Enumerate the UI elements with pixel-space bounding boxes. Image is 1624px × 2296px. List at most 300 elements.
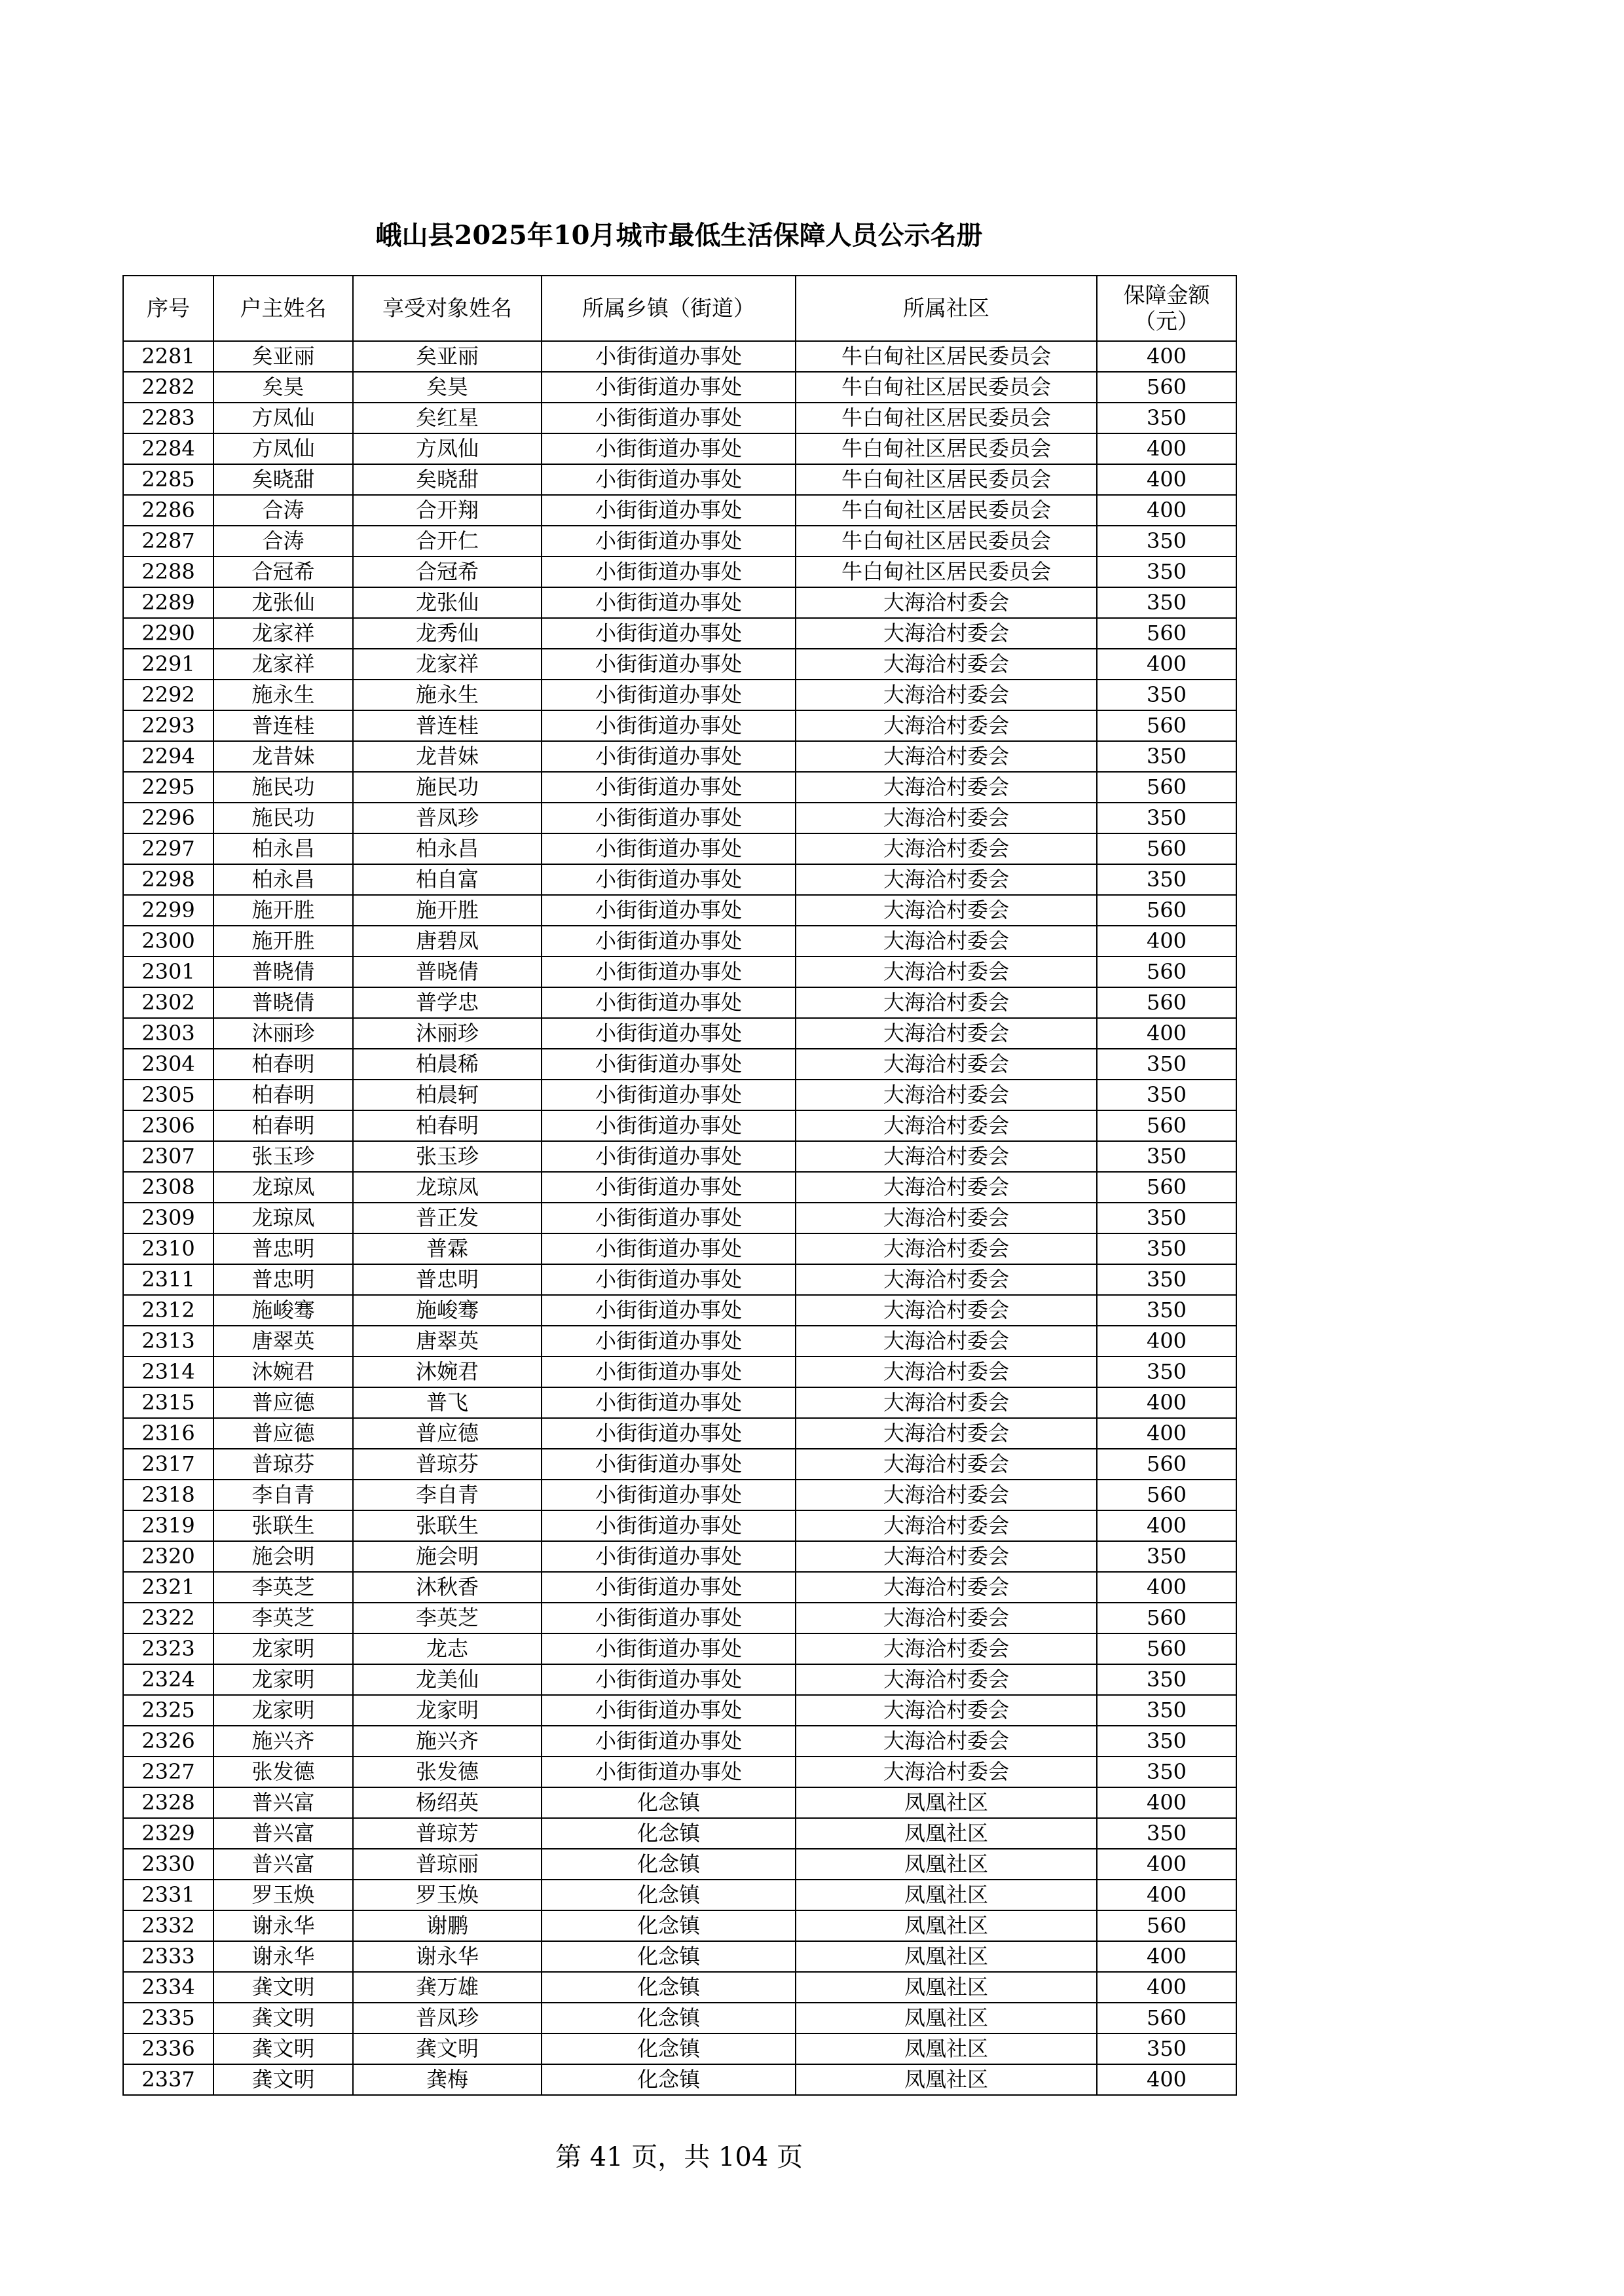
cell-beneficiary: 普正发 (353, 1203, 542, 1233)
cell-beneficiary: 合冠希 (353, 556, 542, 587)
cell-beneficiary: 普琼芳 (353, 1818, 542, 1849)
cell-household-head: 普忠明 (213, 1264, 353, 1295)
cell-beneficiary: 施开胜 (353, 895, 542, 926)
table-row (123, 1357, 1236, 1387)
cell-amount: 400 (1097, 1972, 1236, 2003)
cell-community: 大海洽村委会 (796, 957, 1097, 987)
table-row (123, 680, 1236, 710)
cell-household-head: 矣昊 (213, 372, 353, 403)
cell-community: 凤凰社区 (796, 2064, 1097, 2095)
cell-township: 小街街道办事处 (542, 372, 796, 403)
cell-serial-number: 2285 (123, 464, 213, 495)
cell-township: 化念镇 (542, 2064, 796, 2095)
cell-community: 大海洽村委会 (796, 1264, 1097, 1295)
cell-township: 小街街道办事处 (542, 926, 796, 957)
table-row (123, 1880, 1236, 1910)
cell-community: 大海洽村委会 (796, 1510, 1097, 1541)
cell-community: 凤凰社区 (796, 1972, 1097, 2003)
cell-beneficiary: 谢鹏 (353, 1910, 542, 1941)
cell-household-head: 龙琼凤 (213, 1203, 353, 1233)
cell-household-head: 柏春明 (213, 1110, 353, 1141)
table-row (123, 803, 1236, 833)
table-row (123, 2064, 1236, 2095)
cell-beneficiary: 施峻骞 (353, 1295, 542, 1326)
cell-community: 大海洽村委会 (796, 1480, 1097, 1510)
cell-serial-number: 2290 (123, 618, 213, 649)
cell-beneficiary: 方凤仙 (353, 433, 542, 464)
cell-beneficiary: 龙美仙 (353, 1664, 542, 1695)
cell-township: 小街街道办事处 (542, 803, 796, 833)
cell-amount: 400 (1097, 1849, 1236, 1880)
cell-community: 大海洽村委会 (796, 1203, 1097, 1233)
cell-township: 小街街道办事处 (542, 1264, 796, 1295)
table-row (123, 1080, 1236, 1110)
cell-amount: 560 (1097, 772, 1236, 803)
cell-serial-number: 2304 (123, 1049, 213, 1080)
cell-beneficiary: 合开仁 (353, 526, 542, 556)
cell-beneficiary: 张发德 (353, 1757, 542, 1787)
cell-household-head: 施永生 (213, 680, 353, 710)
cell-amount: 350 (1097, 741, 1236, 772)
cell-amount: 350 (1097, 526, 1236, 556)
cell-household-head: 龚文明 (213, 1972, 353, 2003)
cell-household-head: 施会明 (213, 1541, 353, 1572)
cell-serial-number: 2319 (123, 1510, 213, 1541)
cell-township: 化念镇 (542, 1972, 796, 2003)
cell-household-head: 龙昔妹 (213, 741, 353, 772)
cell-community: 凤凰社区 (796, 1787, 1097, 1818)
cell-household-head: 柏春明 (213, 1080, 353, 1110)
cell-amount: 560 (1097, 618, 1236, 649)
cell-community: 凤凰社区 (796, 1849, 1097, 1880)
cell-community: 凤凰社区 (796, 1910, 1097, 1941)
cell-beneficiary: 沐婉君 (353, 1357, 542, 1387)
cell-beneficiary: 龙家祥 (353, 649, 542, 680)
cell-household-head: 李自青 (213, 1480, 353, 1510)
cell-beneficiary: 普连桂 (353, 710, 542, 741)
cell-serial-number: 2334 (123, 1972, 213, 2003)
cell-township: 小街街道办事处 (542, 1203, 796, 1233)
cell-community: 大海洽村委会 (796, 1049, 1097, 1080)
cell-amount: 350 (1097, 1080, 1236, 1110)
cell-community: 大海洽村委会 (796, 895, 1097, 926)
cell-household-head: 普兴富 (213, 1818, 353, 1849)
table-row (123, 1910, 1236, 1941)
cell-beneficiary: 普晓倩 (353, 957, 542, 987)
table-header-row (123, 276, 1236, 341)
cell-township: 小街街道办事处 (542, 433, 796, 464)
cell-serial-number: 2295 (123, 772, 213, 803)
table-row (123, 1295, 1236, 1326)
cell-community: 凤凰社区 (796, 1941, 1097, 1972)
table-row (123, 403, 1236, 433)
table-row (123, 895, 1236, 926)
table-row (123, 772, 1236, 803)
header-serial-number: 序号 (123, 276, 213, 341)
cell-community: 牛白甸社区居民委员会 (796, 341, 1097, 372)
table-row (123, 495, 1236, 526)
table-row (123, 741, 1236, 772)
cell-beneficiary: 施兴齐 (353, 1726, 542, 1757)
cell-community: 大海洽村委会 (796, 1449, 1097, 1480)
cell-serial-number: 2293 (123, 710, 213, 741)
table-row (123, 2003, 1236, 2033)
cell-beneficiary: 龙志 (353, 1633, 542, 1664)
cell-household-head: 普应德 (213, 1418, 353, 1449)
cell-serial-number: 2296 (123, 803, 213, 833)
cell-township: 小街街道办事处 (542, 1172, 796, 1203)
cell-amount: 350 (1097, 556, 1236, 587)
table-row (123, 433, 1236, 464)
cell-beneficiary: 普凤珍 (353, 803, 542, 833)
cell-amount: 560 (1097, 2003, 1236, 2033)
cell-beneficiary: 龙张仙 (353, 587, 542, 618)
table-row (123, 864, 1236, 895)
cell-township: 化念镇 (542, 1849, 796, 1880)
table-row (123, 526, 1236, 556)
cell-serial-number: 2335 (123, 2003, 213, 2033)
cell-amount: 350 (1097, 403, 1236, 433)
table-body (123, 341, 1236, 2095)
cell-community: 大海洽村委会 (796, 1233, 1097, 1264)
cell-household-head: 施民功 (213, 772, 353, 803)
table-row (123, 1110, 1236, 1141)
cell-serial-number: 2320 (123, 1541, 213, 1572)
cell-household-head: 罗玉焕 (213, 1880, 353, 1910)
cell-serial-number: 2322 (123, 1603, 213, 1633)
cell-community: 牛白甸社区居民委员会 (796, 464, 1097, 495)
cell-household-head: 普晓倩 (213, 957, 353, 987)
cell-township: 小街街道办事处 (542, 495, 796, 526)
table-row (123, 1141, 1236, 1172)
cell-community: 大海洽村委会 (796, 1695, 1097, 1726)
cell-township: 小街街道办事处 (542, 1295, 796, 1326)
cell-township: 小街街道办事处 (542, 556, 796, 587)
cell-beneficiary: 龚万雄 (353, 1972, 542, 2003)
table-row (123, 1941, 1236, 1972)
cell-serial-number: 2328 (123, 1787, 213, 1818)
cell-amount: 350 (1097, 1357, 1236, 1387)
cell-township: 小街街道办事处 (542, 1757, 796, 1787)
cell-township: 小街街道办事处 (542, 1326, 796, 1357)
subsistence-roster-table (122, 275, 1237, 2096)
cell-township: 小街街道办事处 (542, 987, 796, 1018)
cell-community: 大海洽村委会 (796, 1757, 1097, 1787)
table-row (123, 464, 1236, 495)
cell-household-head: 普忠明 (213, 1233, 353, 1264)
table-row (123, 1326, 1236, 1357)
table-row (123, 1203, 1236, 1233)
cell-beneficiary: 施民功 (353, 772, 542, 803)
cell-community: 大海洽村委会 (796, 1018, 1097, 1049)
table-row (123, 1818, 1236, 1849)
cell-household-head: 谢永华 (213, 1910, 353, 1941)
cell-household-head: 方凤仙 (213, 433, 353, 464)
cell-amount: 400 (1097, 1326, 1236, 1357)
cell-community: 大海洽村委会 (796, 710, 1097, 741)
cell-beneficiary: 沐丽珍 (353, 1018, 542, 1049)
cell-community: 大海洽村委会 (796, 1326, 1097, 1357)
cell-community: 大海洽村委会 (796, 649, 1097, 680)
cell-beneficiary: 李自青 (353, 1480, 542, 1510)
cell-beneficiary: 龙昔妹 (353, 741, 542, 772)
cell-household-head: 施开胜 (213, 926, 353, 957)
cell-beneficiary: 矣红星 (353, 403, 542, 433)
cell-township: 化念镇 (542, 1818, 796, 1849)
cell-community: 牛白甸社区居民委员会 (796, 526, 1097, 556)
cell-serial-number: 2302 (123, 987, 213, 1018)
cell-community: 大海洽村委会 (796, 1141, 1097, 1172)
cell-serial-number: 2308 (123, 1172, 213, 1203)
cell-serial-number: 2303 (123, 1018, 213, 1049)
cell-community: 牛白甸社区居民委员会 (796, 403, 1097, 433)
cell-beneficiary: 矣亚丽 (353, 341, 542, 372)
table-row (123, 618, 1236, 649)
cell-amount: 400 (1097, 2064, 1236, 2095)
cell-community: 大海洽村委会 (796, 587, 1097, 618)
cell-serial-number: 2307 (123, 1141, 213, 1172)
cell-amount: 350 (1097, 864, 1236, 895)
header-beneficiary: 享受对象姓名 (353, 276, 542, 341)
cell-township: 小街街道办事处 (542, 1080, 796, 1110)
cell-household-head: 施兴齐 (213, 1726, 353, 1757)
cell-household-head: 沐婉君 (213, 1357, 353, 1387)
cell-beneficiary: 杨绍英 (353, 1787, 542, 1818)
cell-serial-number: 2326 (123, 1726, 213, 1757)
cell-household-head: 普应德 (213, 1387, 353, 1418)
cell-township: 小街街道办事处 (542, 1110, 796, 1141)
cell-serial-number: 2298 (123, 864, 213, 895)
cell-community: 凤凰社区 (796, 1880, 1097, 1910)
cell-community: 大海洽村委会 (796, 1603, 1097, 1633)
cell-beneficiary: 普忠明 (353, 1264, 542, 1295)
cell-beneficiary: 龙琼凤 (353, 1172, 542, 1203)
cell-township: 小街街道办事处 (542, 649, 796, 680)
cell-amount: 350 (1097, 1264, 1236, 1295)
cell-beneficiary: 罗玉焕 (353, 1880, 542, 1910)
cell-township: 化念镇 (542, 1910, 796, 1941)
cell-beneficiary: 普应德 (353, 1418, 542, 1449)
cell-household-head: 张联生 (213, 1510, 353, 1541)
cell-household-head: 张发德 (213, 1757, 353, 1787)
cell-community: 牛白甸社区居民委员会 (796, 556, 1097, 587)
cell-township: 化念镇 (542, 2033, 796, 2064)
cell-township: 小街街道办事处 (542, 1049, 796, 1080)
table-row (123, 1757, 1236, 1787)
cell-household-head: 矣亚丽 (213, 341, 353, 372)
table-row (123, 1480, 1236, 1510)
cell-beneficiary: 施永生 (353, 680, 542, 710)
cell-household-head: 龙家明 (213, 1664, 353, 1695)
cell-household-head: 柏永昌 (213, 864, 353, 895)
cell-household-head: 普晓倩 (213, 987, 353, 1018)
cell-community: 牛白甸社区居民委员会 (796, 495, 1097, 526)
cell-township: 小街街道办事处 (542, 1018, 796, 1049)
cell-beneficiary: 施会明 (353, 1541, 542, 1572)
cell-serial-number: 2310 (123, 1233, 213, 1264)
table-row (123, 2033, 1236, 2064)
header-amount-line1: 保障金额 (1123, 282, 1210, 308)
cell-household-head: 龙张仙 (213, 587, 353, 618)
table-row (123, 1049, 1236, 1080)
cell-community: 凤凰社区 (796, 2033, 1097, 2064)
cell-beneficiary: 矣晓甜 (353, 464, 542, 495)
cell-amount: 560 (1097, 895, 1236, 926)
cell-serial-number: 2316 (123, 1418, 213, 1449)
cell-household-head: 施开胜 (213, 895, 353, 926)
table-row (123, 1449, 1236, 1480)
cell-serial-number: 2305 (123, 1080, 213, 1110)
cell-serial-number: 2291 (123, 649, 213, 680)
cell-amount: 350 (1097, 1726, 1236, 1757)
cell-household-head: 普琼芬 (213, 1449, 353, 1480)
cell-amount: 400 (1097, 1387, 1236, 1418)
cell-amount: 560 (1097, 372, 1236, 403)
cell-community: 大海洽村委会 (796, 926, 1097, 957)
page-footer: 第 41 页，共 104 页 (555, 2142, 803, 2172)
cell-household-head: 普兴富 (213, 1787, 353, 1818)
cell-township: 小街街道办事处 (542, 587, 796, 618)
cell-amount: 350 (1097, 1818, 1236, 1849)
cell-community: 大海洽村委会 (796, 618, 1097, 649)
cell-township: 小街街道办事处 (542, 1418, 796, 1449)
cell-serial-number: 2281 (123, 341, 213, 372)
cell-community: 大海洽村委会 (796, 833, 1097, 864)
cell-beneficiary: 谢永华 (353, 1941, 542, 1972)
cell-community: 大海洽村委会 (796, 1080, 1097, 1110)
cell-beneficiary: 龙家明 (353, 1695, 542, 1726)
cell-amount: 350 (1097, 2033, 1236, 2064)
cell-amount: 400 (1097, 1941, 1236, 1972)
cell-beneficiary: 龙秀仙 (353, 618, 542, 649)
cell-amount: 350 (1097, 1757, 1236, 1787)
cell-beneficiary: 普琼丽 (353, 1849, 542, 1880)
cell-serial-number: 2313 (123, 1326, 213, 1357)
cell-township: 小街街道办事处 (542, 1480, 796, 1510)
cell-serial-number: 2336 (123, 2033, 213, 2064)
cell-amount: 350 (1097, 1695, 1236, 1726)
table-row (123, 1726, 1236, 1757)
cell-household-head: 李英芝 (213, 1603, 353, 1633)
cell-township: 小街街道办事处 (542, 1449, 796, 1480)
cell-beneficiary: 唐碧凤 (353, 926, 542, 957)
cell-beneficiary: 龚梅 (353, 2064, 542, 2095)
cell-amount: 350 (1097, 1141, 1236, 1172)
cell-serial-number: 2311 (123, 1264, 213, 1295)
header-amount-line2: （元） (1134, 308, 1199, 334)
table-row (123, 1787, 1236, 1818)
cell-amount: 560 (1097, 1910, 1236, 1941)
table-row (123, 957, 1236, 987)
cell-amount: 350 (1097, 1541, 1236, 1572)
cell-township: 小街街道办事处 (542, 864, 796, 895)
cell-township: 小街街道办事处 (542, 957, 796, 987)
cell-community: 牛白甸社区居民委员会 (796, 372, 1097, 403)
cell-township: 小街街道办事处 (542, 1572, 796, 1603)
cell-amount: 400 (1097, 1418, 1236, 1449)
cell-township: 小街街道办事处 (542, 1541, 796, 1572)
cell-household-head: 龚文明 (213, 2064, 353, 2095)
cell-serial-number: 2315 (123, 1387, 213, 1418)
cell-community: 牛白甸社区居民委员会 (796, 433, 1097, 464)
table-row (123, 1572, 1236, 1603)
cell-household-head: 合涛 (213, 526, 353, 556)
cell-serial-number: 2329 (123, 1818, 213, 1849)
cell-amount: 560 (1097, 987, 1236, 1018)
cell-household-head: 施民功 (213, 803, 353, 833)
cell-household-head: 沐丽珍 (213, 1018, 353, 1049)
cell-township: 小街街道办事处 (542, 1726, 796, 1757)
table-row (123, 1233, 1236, 1264)
cell-township: 小街街道办事处 (542, 1510, 796, 1541)
cell-household-head: 龚文明 (213, 2003, 353, 2033)
cell-community: 大海洽村委会 (796, 1172, 1097, 1203)
cell-amount: 560 (1097, 1449, 1236, 1480)
cell-community: 大海洽村委会 (796, 864, 1097, 895)
cell-community: 大海洽村委会 (796, 772, 1097, 803)
cell-household-head: 龚文明 (213, 2033, 353, 2064)
document-title: 峨山县2025年10月城市最低生活保障人员公示名册 (375, 220, 983, 251)
cell-township: 小街街道办事处 (542, 1141, 796, 1172)
table-row (123, 556, 1236, 587)
cell-township: 小街街道办事处 (542, 464, 796, 495)
cell-beneficiary: 合开翔 (353, 495, 542, 526)
cell-amount: 400 (1097, 1510, 1236, 1541)
cell-serial-number: 2309 (123, 1203, 213, 1233)
cell-township: 小街街道办事处 (542, 403, 796, 433)
table-row (123, 1541, 1236, 1572)
table-row (123, 833, 1236, 864)
cell-serial-number: 2294 (123, 741, 213, 772)
cell-household-head: 龙家明 (213, 1695, 353, 1726)
table-row (123, 372, 1236, 403)
table-row (123, 1018, 1236, 1049)
cell-serial-number: 2306 (123, 1110, 213, 1141)
cell-amount: 350 (1097, 1203, 1236, 1233)
table-row (123, 1510, 1236, 1541)
cell-household-head: 龙琼凤 (213, 1172, 353, 1203)
cell-amount: 560 (1097, 1603, 1236, 1633)
cell-township: 小街街道办事处 (542, 895, 796, 926)
cell-household-head: 矣晓甜 (213, 464, 353, 495)
cell-amount: 350 (1097, 1295, 1236, 1326)
cell-beneficiary: 李英芝 (353, 1603, 542, 1633)
cell-community: 大海洽村委会 (796, 1633, 1097, 1664)
header-community: 所属社区 (796, 276, 1097, 341)
cell-community: 凤凰社区 (796, 2003, 1097, 2033)
cell-amount: 400 (1097, 464, 1236, 495)
cell-amount: 560 (1097, 710, 1236, 741)
cell-community: 大海洽村委会 (796, 1664, 1097, 1695)
table-row (123, 1849, 1236, 1880)
cell-household-head: 龙家祥 (213, 649, 353, 680)
header-township: 所属乡镇（街道） (542, 276, 796, 341)
cell-amount: 400 (1097, 341, 1236, 372)
cell-beneficiary: 柏晨轲 (353, 1080, 542, 1110)
cell-amount: 350 (1097, 803, 1236, 833)
cell-serial-number: 2297 (123, 833, 213, 864)
table-row (123, 1387, 1236, 1418)
cell-amount: 350 (1097, 1049, 1236, 1080)
cell-household-head: 龙家祥 (213, 618, 353, 649)
cell-community: 大海洽村委会 (796, 1541, 1097, 1572)
cell-township: 小街街道办事处 (542, 341, 796, 372)
cell-beneficiary: 柏晨稀 (353, 1049, 542, 1080)
cell-amount: 400 (1097, 926, 1236, 957)
table-row (123, 1603, 1236, 1633)
cell-serial-number: 2284 (123, 433, 213, 464)
cell-township: 小街街道办事处 (542, 1633, 796, 1664)
